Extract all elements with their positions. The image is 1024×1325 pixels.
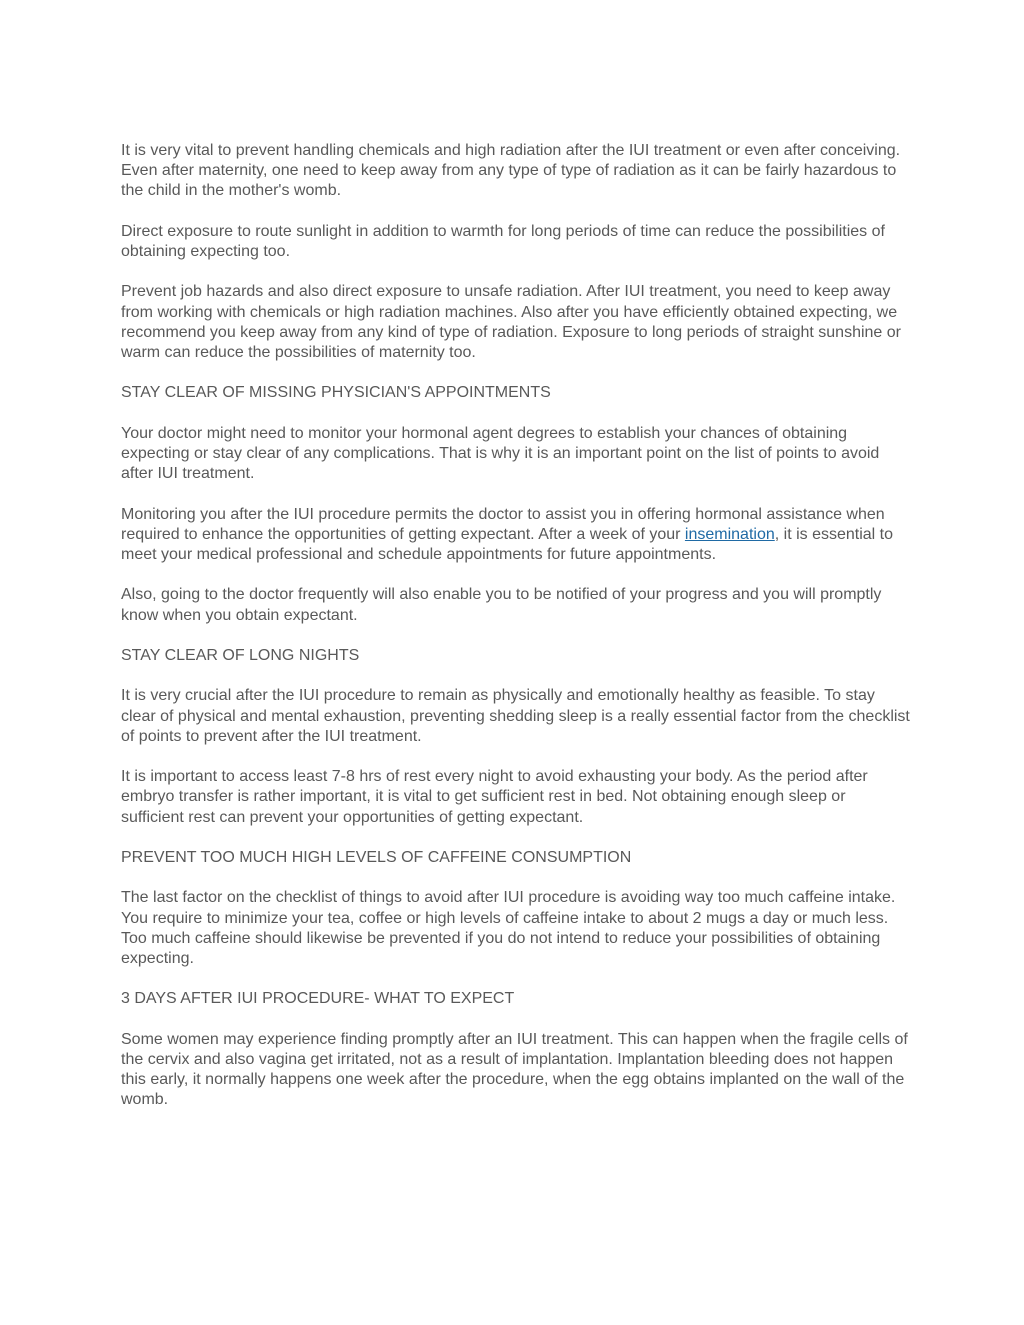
paragraph-gap — [121, 484, 911, 504]
paragraph-monitoring-text-after: , it is essential to meet your medical professional and schedule appointments for future appointments. — [121, 525, 894, 563]
paragraph-hormonal-monitoring: Your doctor might need to monitor your hormonal agent degrees to establish your chances of obtaining expecting or stay clear of any complications. That is why it is an important point on the list of points to avoid after IUI treatment. — [121, 424, 880, 483]
paragraph-monitoring-text-before: Monitoring you after the IUI procedure permits the doctor to assist you in offering hormonal assistance when required to enhance the opportunities of getting expectant. After a week of your — [121, 505, 885, 543]
insemination-link[interactable]: insemination — [684, 525, 775, 543]
heading-long-nights: STAY CLEAR OF LONG NIGHTS — [121, 646, 360, 664]
document-body — [121, 141, 911, 1111]
paragraph-gap — [121, 828, 911, 848]
heading-appointments: STAY CLEAR OF MISSING PHYSICIAN'S APPOINTMENTS — [121, 384, 551, 402]
paragraph-gap — [121, 565, 911, 585]
paragraph-maternity-radiation: Even after maternity, one need to keep away from any type of type of radiation as it can be fairly hazardous to the child in the mother's womb. — [121, 162, 897, 200]
heading-three-days: 3 DAYS AFTER IUI PROCEDURE- WHAT TO EXPECT — [121, 990, 515, 1008]
paragraph-gap — [121, 626, 911, 646]
paragraph-gap — [121, 404, 911, 424]
paragraph-gap — [121, 969, 911, 989]
paragraph-gap — [121, 262, 911, 282]
paragraph-rest: It is important to access least 7-8 hrs of rest every night to avoid exhausting your body. As the period after embryo transfer is rather important, it is vital to get sufficient rest in bed. Not obtaining enough sleep or sufficient rest can prevent your opportunities of getting expectant. — [121, 768, 868, 826]
paragraph-gap — [121, 747, 911, 767]
paragraph-spotting: Some women may experience finding promptly after an IUI treatment. This can happen when the fragile cells of the cervix and also vagina get irritated, not as a result of implantation. Implantation bleeding does not happen this early, it normally happens one week after the procedure, when the egg obtains implanted on the wall of the womb. — [121, 1030, 908, 1109]
paragraph-healthy: It is very crucial after the IUI procedure to remain as physically and emotionally healthy as feasible. To stay clear of physical and mental exhaustion, preventing shedding sleep is a really essential factor from the checklist of points to prevent after the IUI treatment. — [121, 687, 910, 745]
paragraph-gap — [121, 868, 911, 888]
heading-caffeine: PREVENT TOO MUCH HIGH LEVELS OF CAFFEINE CONSUMPTION — [121, 848, 632, 866]
paragraph-gap — [121, 202, 911, 222]
paragraph-sunlight: Direct exposure to route sunlight in addition to warmth for long periods of time can reduce the possibilities of obtaining expecting too. — [121, 222, 885, 260]
paragraph-gap — [121, 666, 911, 686]
paragraph-caffeine: The last factor on the checklist of things to avoid after IUI procedure is avoiding way too much caffeine intake. You require to minimize your tea, coffee or high levels of caffeine intake to about 2 mugs a day or much less. Too much caffeine should likewise be prevented if you do not intend to reduce your possibilities of obtaining expecting. — [121, 889, 896, 967]
paragraph-monitoring-after-iui — [121, 505, 911, 566]
paragraph-chemicals: It is very vital to prevent handling chemicals and high radiation after the IUI treatment or even after conceiving. — [121, 142, 901, 159]
paragraph-gap — [121, 363, 911, 383]
paragraph-doctor-visits: Also, going to the doctor frequently will also enable you to be notified of your progress and you will promptly know when you obtain expectant. — [121, 586, 882, 624]
paragraph-job-hazards: Prevent job hazards and also direct exposure to unsafe radiation. After IUI treatment, you need to keep away from working with chemicals or high radiation machines. Also after you have efficiently obtained expecting, we recommend you keep away from any kind of type of radiation. Exposure to long periods of straight sunshine or warm can reduce the possibilities of maternity too. — [121, 283, 901, 361]
paragraph-gap — [121, 1010, 911, 1030]
